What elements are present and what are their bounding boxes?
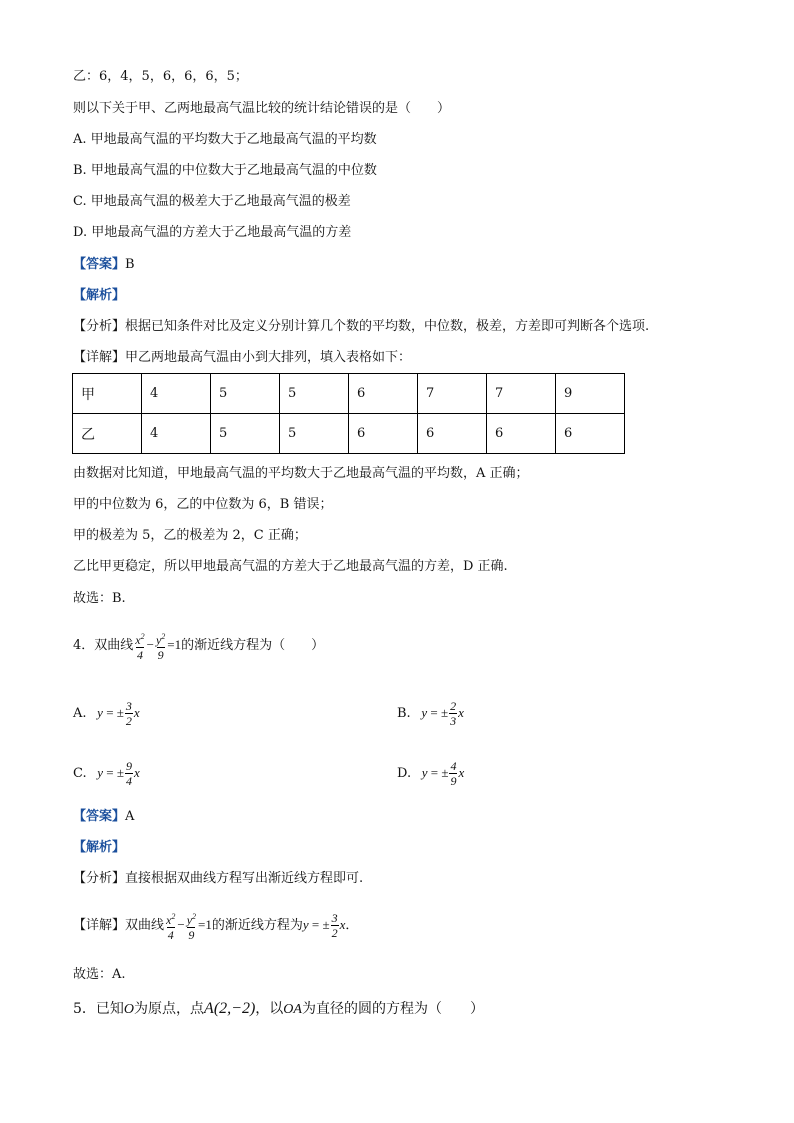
- fraction-y2-over-9: $\frac{y^2}{9}$: [155, 631, 166, 662]
- option-label: B.: [397, 706, 411, 721]
- option-label: D.: [397, 766, 412, 781]
- q3-answer: [73, 256, 135, 274]
- option-label: A.: [73, 706, 87, 721]
- q3-conclusion-4: 乙比甲更稳定，所以甲地最高气温的方差大于乙地最高气温的方差，D 正确.: [73, 559, 508, 574]
- origin-symbol: O: [123, 1002, 135, 1017]
- q4-option-a: A. y = ± $\frac{3}{2}$ x: [73, 699, 140, 728]
- table-cell: 6: [349, 374, 418, 414]
- fraction-2-over-3: $\frac{2}{3}$: [450, 699, 457, 728]
- q3-conclusion-1: 由数据对比知道，甲地最高气温的平均数大于乙地最高气温的平均数，A 正确；: [73, 466, 529, 481]
- fraction-4-over-9: $\frac{4}{9}$: [450, 759, 457, 788]
- fraction-3-over-2: $\frac{3}{2}$: [125, 699, 132, 728]
- q3-analysis-heading: [73, 287, 125, 305]
- answer-tag: 【答案】: [73, 809, 126, 824]
- q3-xiangjie: [73, 349, 411, 367]
- table-cell: 4: [142, 374, 211, 414]
- table-cell: 5: [280, 374, 349, 414]
- fenxi-tag: 【分析】: [73, 319, 126, 334]
- q5-stem: [73, 1000, 484, 1019]
- q3-option-c: C. 甲地最高气温的极差大于乙地最高气温的极差: [73, 194, 351, 209]
- q4-fenxi: [73, 870, 363, 888]
- table-row-head: 乙: [73, 414, 142, 454]
- q4-option-d: D. y = ± $\frac{4}{9}$ x: [397, 759, 465, 788]
- table-cell: 5: [211, 414, 280, 454]
- table-cell: 7: [418, 374, 487, 414]
- q4-option-b: B. y = ± $\frac{2}{3}$ x: [397, 699, 464, 728]
- q3-fenxi: [73, 318, 649, 336]
- xiangjie-tag: 【详解】: [73, 350, 126, 365]
- q4-xiangjie: 【详解】双曲线 $\frac{x^2}{4}$ − $\frac{y^2}{9}$ =1的渐近线方程为y = ± $\frac{3}{2}$ x．: [73, 911, 359, 942]
- fraction-x2-over-4: $\frac{x^2}{4}$: [135, 631, 145, 662]
- fraction-y2-over-9: $\frac{y^2}{9}$: [186, 911, 197, 942]
- answer-value: A: [125, 809, 135, 824]
- table-row: [73, 414, 625, 454]
- q4-answer: [73, 808, 134, 826]
- q4-stem-suffix: 的渐近线方程为（ ）: [181, 638, 325, 653]
- table-row-head: 甲: [73, 374, 142, 414]
- answer-value: B: [125, 257, 135, 272]
- fenxi-text: 根据已知条件对比及定义分别计算几个数的平均数，中位数，极差，方差即可判断各个选项.: [125, 319, 650, 334]
- q3-option-b: B. 甲地最高气温的中位数大于乙地最高气温的中位数: [73, 163, 377, 178]
- option-label: C.: [73, 766, 87, 781]
- table-cell: 5: [280, 414, 349, 454]
- analysis-tag: 【解析】: [73, 288, 126, 303]
- xiangjie-tag: 【详解】: [73, 918, 126, 933]
- q3-conclusion-3: 甲的极差为 5，乙的极差为 2，C 正确；: [73, 528, 307, 543]
- q3-stem: 则以下关于甲、乙两地最高气温比较的统计结论错误的是（ ）: [73, 101, 451, 116]
- table-cell: 7: [487, 374, 556, 414]
- fenxi-text: 直接根据双曲线方程写出渐近线方程即可.: [125, 871, 364, 886]
- table-cell: 4: [142, 414, 211, 454]
- table-cell: 9: [556, 374, 625, 414]
- q5-pre: 5．已知: [73, 1001, 124, 1017]
- fenxi-tag: 【分析】: [73, 871, 126, 886]
- point-a: A(2,−2): [204, 1000, 256, 1017]
- xiangjie-mid: 的渐近线方程为: [211, 918, 303, 933]
- table-cell: 6: [418, 414, 487, 454]
- fraction-3-over-2: $\frac{3}{2}$: [331, 911, 338, 940]
- q3-conclusion-2: 甲的中位数为 6，乙的中位数为 6，B 错误；: [73, 497, 333, 512]
- q3-option-a: A. 甲地最高气温的平均数大于乙地最高气温的平均数: [73, 132, 377, 147]
- analysis-tag: 【解析】: [73, 840, 126, 855]
- answer-tag: 【答案】: [73, 257, 126, 272]
- q5-mid1: 为原点，点: [134, 1001, 205, 1017]
- segment-oa: OA: [283, 1002, 302, 1017]
- q5-mid2: ，以: [255, 1001, 284, 1017]
- xiangjie-pre: 双曲线: [125, 918, 165, 933]
- q5-post: 为直径的圆的方程为（ ）: [301, 1001, 484, 1017]
- q3-data-yi: 乙：6，4，5，6，6，6，5；: [73, 69, 248, 84]
- table-cell: 5: [211, 374, 280, 414]
- fraction-x2-over-4: $\frac{x^2}{4}$: [166, 911, 176, 942]
- fraction-9-over-4: $\frac{9}{4}$: [126, 759, 133, 788]
- table-cell: 6: [556, 414, 625, 454]
- q3-final-choice: 故选：B.: [73, 591, 126, 606]
- xiangjie-text: 甲乙两地最高气温由小到大排列，填入表格如下：: [125, 350, 412, 365]
- q4-stem: 4．双曲线 $\frac{x^2}{4}$ − $\frac{y^2}{9}$ =1的渐近线方程为（ ）: [73, 631, 325, 662]
- table-cell: 6: [349, 414, 418, 454]
- q4-number: 4．双曲线: [73, 638, 134, 653]
- q4-final-choice: 故选：A.: [73, 967, 126, 982]
- table-row: [73, 374, 625, 414]
- table-cell: 6: [487, 414, 556, 454]
- temperature-table: [72, 373, 625, 454]
- q4-analysis-heading: [73, 839, 125, 857]
- q3-option-d: D. 甲地最高气温的方差大于乙地最高气温的方差: [73, 225, 352, 240]
- q4-option-c: C. y = ± $\frac{9}{4}$ x: [73, 759, 140, 788]
